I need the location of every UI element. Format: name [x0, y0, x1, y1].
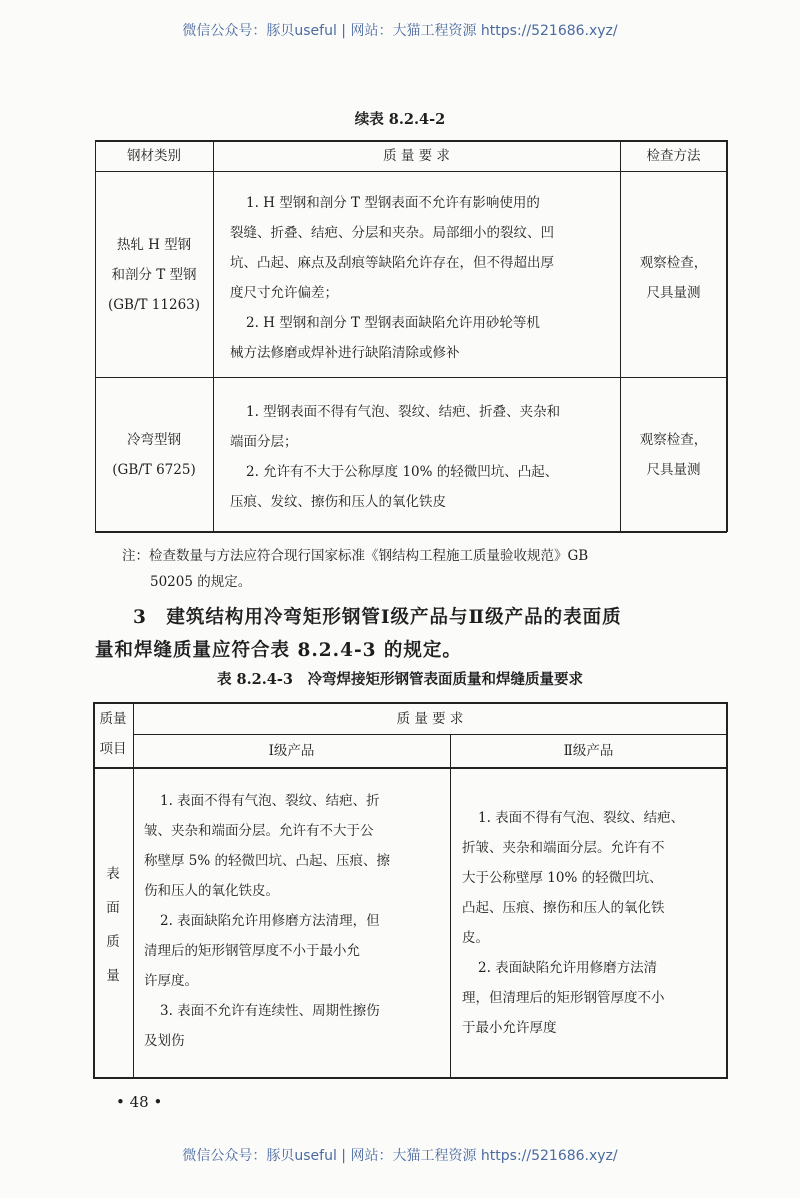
requirement-line: 皱、夹杂和端面分层。允许有不大于公 — [144, 823, 374, 839]
category-line: (GB/T 6725) — [112, 462, 196, 478]
requirement-line: 2. H 型钢和剖分 T 型钢表面缺陷允许用砂轮等机 — [246, 315, 540, 331]
requirement-line: 坑、凸起、麻点及刮痕等缺陷允许存在，但不得超出厚 — [230, 255, 554, 271]
requirement-line: 许厚度。 — [144, 973, 198, 989]
header-grade-2: Ⅱ级产品 — [563, 743, 614, 759]
row-label-char: 质 — [106, 934, 120, 950]
requirement-line: 伤和压人的氧化铁皮。 — [144, 883, 279, 899]
requirement-line: 压痕、发纹、擦伤和压人的氧化铁皮 — [230, 494, 446, 510]
row-label-char: 量 — [106, 968, 120, 984]
method-line: 观察检查， — [639, 432, 708, 448]
grade2-requirements — [462, 803, 684, 1043]
row1-requirements — [230, 188, 554, 368]
header-item-line: 质量 — [99, 711, 127, 727]
requirement-line: 凸起、压痕、擦伤和压人的氧化铁 — [462, 900, 665, 916]
category-line: 热轧 H 型钢 — [116, 237, 192, 253]
table1-note-line1: 注：检查数量与方法应符合现行国家标准《钢结构工程施工质量验收规范》GB — [122, 548, 589, 564]
watermark-bottom: 微信公众号：豚贝useful | 网站：大猫工程资源 https://521686.xyz/ — [182, 1148, 618, 1164]
requirement-line: 度尺寸允许偏差； — [230, 285, 338, 301]
row2-method — [620, 425, 727, 485]
requirement-line: 2. 允许有不大于公称厚度 10% 的轻微凹坑、凸起、 — [246, 464, 559, 480]
header-quality-requirements-group: 质 量 要 求 — [396, 711, 464, 727]
row2-category — [95, 425, 213, 485]
requirement-line: 2. 表面缺陷允许用修磨方法清 — [478, 960, 658, 976]
requirement-line: 折皱、夹杂和端面分层。允许有不 — [462, 840, 665, 856]
paragraph-line1: 3 建筑结构用冷弯矩形钢管Ⅰ级产品与Ⅱ级产品的表面质 — [133, 607, 622, 628]
paragraph-line2: 量和焊缝质量应符合表 8.2.4-3 的规定。 — [95, 640, 462, 661]
table1-caption: 续表 8.2.4-2 — [354, 111, 446, 128]
category-line: (GB/T 11263) — [107, 297, 201, 313]
table2-caption: 表 8.2.4-3 冷弯焊接矩形钢管表面质量和焊缝质量要求 — [216, 671, 584, 688]
requirement-line: 大于公称壁厚 10% 的轻微凹坑、 — [462, 870, 663, 886]
requirement-line: 皮。 — [462, 930, 489, 946]
requirement-line: 称壁厚 5% 的轻微凹坑、凸起、压痕、擦 — [144, 853, 390, 869]
header-item-line: 项目 — [99, 741, 127, 757]
requirement-line: 械方法修磨或焊补进行缺陷清除或修补 — [230, 345, 460, 361]
requirement-line: 1. 表面不得有气泡、裂纹、结疤、 — [478, 810, 685, 826]
requirement-line: 2. 表面缺陷允许用修磨方法清理，但 — [160, 913, 380, 929]
requirement-line: 1. 型钢表面不得有气泡、裂纹、结疤、折叠、夹杂和 — [246, 404, 561, 420]
requirement-line: 清理后的矩形钢管厚度不小于最小允 — [144, 943, 360, 959]
page-number: • 48 • — [116, 1093, 163, 1111]
requirement-line: 端面分层； — [230, 434, 298, 450]
method-line: 观察检查， — [639, 255, 708, 271]
header-quality-requirements: 质 量 要 求 — [383, 148, 450, 164]
requirement-line: 裂缝、折叠、结疤、分层和夹杂。局部细小的裂纹、凹 — [230, 225, 554, 241]
header-steel-category: 钢材类别 — [127, 148, 181, 164]
requirement-line: 3. 表面不允许有连续性、周期性擦伤 — [160, 1003, 380, 1019]
requirement-line: 理，但清理后的矩形钢管厚度不小 — [462, 990, 665, 1006]
row1-category — [95, 230, 213, 320]
header-inspection-method: 检查方法 — [646, 148, 701, 164]
row-label-char: 面 — [106, 900, 120, 916]
header-quality-item — [93, 704, 133, 764]
requirement-line: 及划伤 — [144, 1033, 185, 1049]
row-label-char: 表 — [106, 866, 120, 882]
requirement-line: 1. H 型钢和剖分 T 型钢表面不允许有影响使用的 — [246, 195, 540, 211]
table1-note-line2: 50205 的规定。 — [150, 574, 252, 590]
watermark-top: 微信公众号：豚贝useful | 网站：大猫工程资源 https://521686.xyz/ — [182, 23, 618, 39]
category-line: 冷弯型钢 — [127, 432, 181, 448]
header-grade-1: Ⅰ级产品 — [268, 743, 315, 759]
method-line: 尺具量测 — [646, 462, 701, 478]
method-line: 尺具量测 — [646, 285, 701, 301]
row1-method — [620, 248, 727, 308]
grade1-requirements — [144, 786, 390, 1056]
category-line: 和剖分 T 型钢 — [111, 267, 197, 283]
row2-requirements — [230, 397, 560, 517]
requirement-line: 1. 表面不得有气泡、裂纹、结疤、折 — [160, 793, 380, 809]
requirement-line: 于最小允许厚度 — [462, 1020, 557, 1036]
row-label-surface-quality — [93, 857, 133, 993]
